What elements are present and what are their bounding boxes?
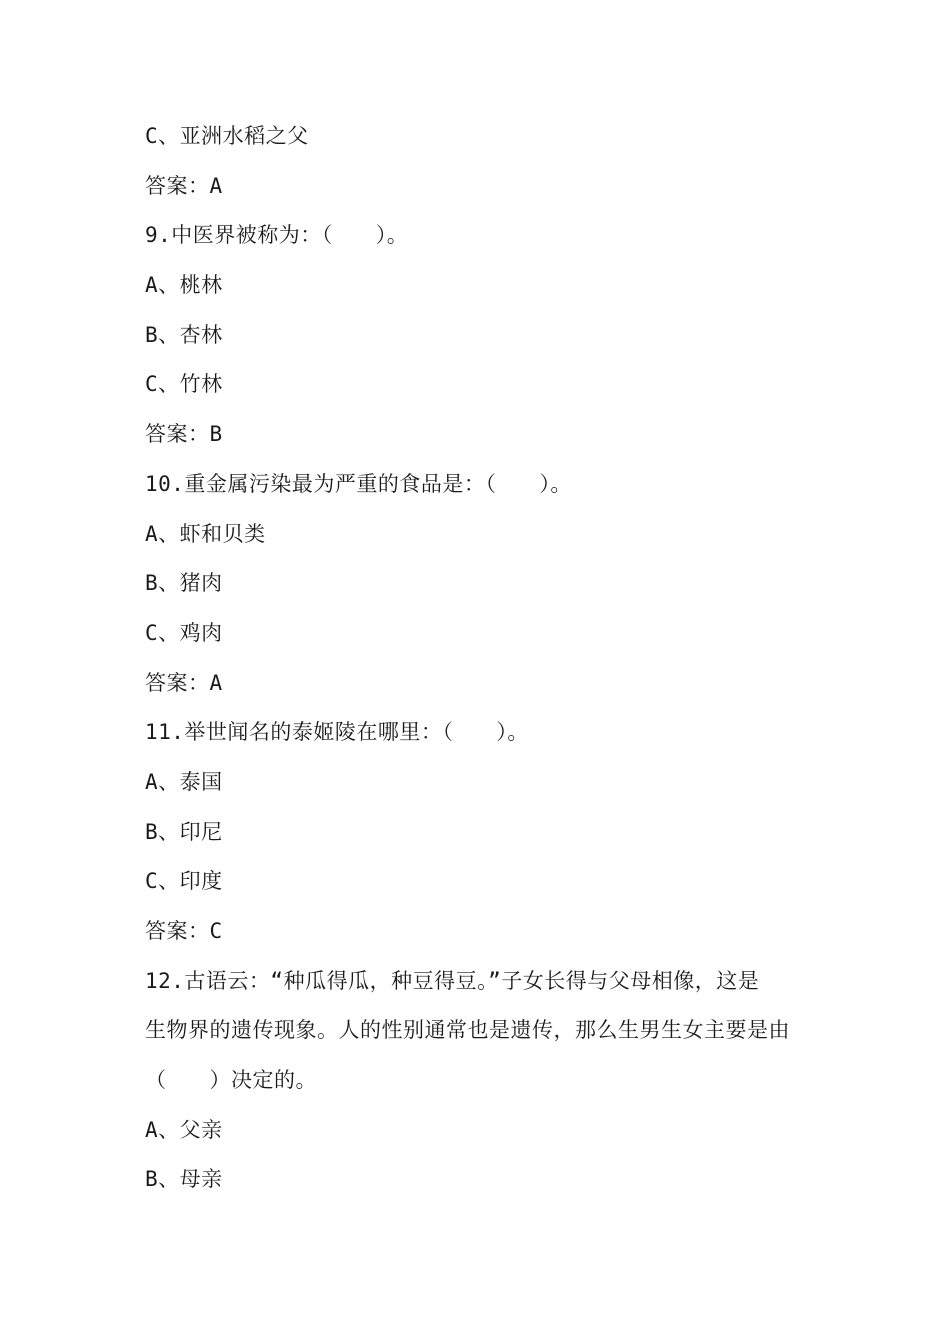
option-c-q9: C、竹林 xyxy=(145,372,223,397)
answer-q8: 答案：A xyxy=(145,173,223,198)
answer-q9: 答案：B xyxy=(145,422,223,447)
option-a-q12: A、父亲 xyxy=(145,1117,223,1142)
question-12-line-3: （ ）决定的。 xyxy=(145,1068,317,1093)
answer-q11: 答案：C xyxy=(145,919,223,943)
option-a-q10: A、虾和贝类 xyxy=(145,521,266,546)
option-c-q8: C、亚洲水稻之父 xyxy=(145,124,309,148)
option-b-q9: B、杏林 xyxy=(145,322,223,347)
question-12-line-1: 12.古语云：“种瓜得瓜，种豆得豆。”子女长得与父母相像，这是 xyxy=(145,968,760,993)
option-b-q12: B、母亲 xyxy=(145,1167,223,1192)
question-12-line-2: 生物界的遗传现象。人的性别通常也是遗传，那么生男生女主要是由 xyxy=(145,1018,790,1043)
question-10: 10.重金属污染最为严重的食品是：（ ）。 xyxy=(145,471,572,496)
option-c-q10: C、鸡肉 xyxy=(145,620,223,645)
option-a-q9: A、桃林 xyxy=(145,273,223,298)
option-b-q10: B、猪肉 xyxy=(145,571,223,596)
question-9: 9.中医界被称为：（ ）。 xyxy=(145,223,409,248)
option-a-q11: A、泰国 xyxy=(145,769,223,794)
document-content xyxy=(145,112,815,1205)
option-b-q11: B、印尼 xyxy=(145,819,223,844)
question-11: 11.举世闻名的泰姬陵在哪里：（ ）。 xyxy=(145,720,529,745)
option-c-q11: C、印度 xyxy=(145,869,223,894)
answer-q10: 答案：A xyxy=(145,670,223,695)
